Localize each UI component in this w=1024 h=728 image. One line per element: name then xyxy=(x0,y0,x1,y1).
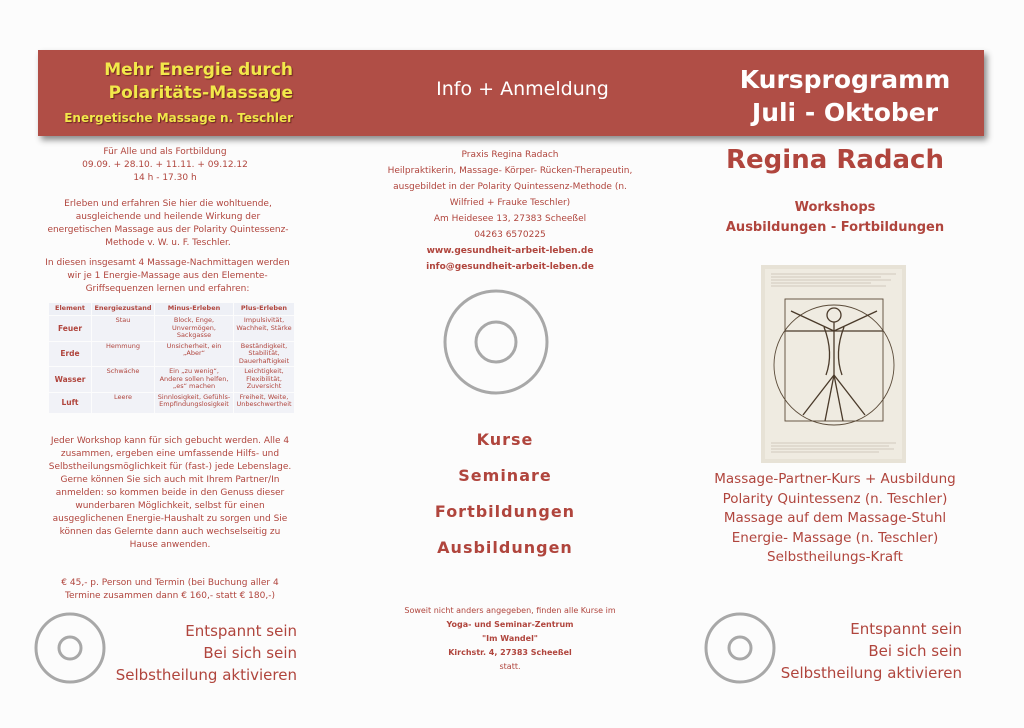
time-line: 14 h - 17.30 h xyxy=(133,173,197,183)
element-cell: Feuer xyxy=(49,316,91,341)
course-list xyxy=(690,470,980,568)
circle-logo-icon xyxy=(32,610,108,686)
banner-right-title xyxy=(700,63,990,129)
venue-line: Yoga- und Seminar-Zentrum xyxy=(446,620,574,629)
table-row xyxy=(49,316,294,341)
minus-cell: Sinnlosigkeit, Gefühls-Empfindungslosigkeit xyxy=(155,393,233,413)
price-line: € 45,- p. Person und Termin (bei Buchung aller 4 xyxy=(61,578,279,588)
venue-line: Kirchstr. 4, 27383 Scheeßel xyxy=(448,648,572,657)
elements-table xyxy=(48,302,295,414)
column-header: Element xyxy=(49,303,91,315)
contact-line: ausgebildet in der Polarity Quintessenz-Methode (n. xyxy=(393,182,627,192)
booking-line: können das Gelernte dann auch wechselseitig zu xyxy=(59,527,281,537)
elements-intro-line: Griffsequenzen lernen und erfahren: xyxy=(85,284,250,294)
right-slogan xyxy=(770,618,962,684)
subtitle-line: Ausbildungen - Fortbildungen xyxy=(725,220,945,235)
booking-line: Selbstheilungsmöglichkeit für (fast-) jede Lebenslage. xyxy=(48,462,292,472)
dates-line: 09.09. + 28.10. + 11.11. + 09.12.12 xyxy=(82,160,248,170)
course-item: Selbstheilungs-Kraft xyxy=(767,549,903,565)
price-line: Termine zusammen dann € 160,- statt € 180,-) xyxy=(65,591,275,601)
slogan-line: Bei sich sein xyxy=(203,644,297,662)
element-cell: Luft xyxy=(49,393,91,413)
column-header: Plus-Erleben xyxy=(234,303,294,315)
slogan-line: Bei sich sein xyxy=(868,642,962,660)
booking-line: Hause anwenden. xyxy=(129,540,211,550)
banner-right-line1: Kursprogramm xyxy=(739,65,951,94)
plus-cell: Freiheit, Weite, Unbeschwertheit xyxy=(234,393,294,413)
state-cell: Stau xyxy=(92,316,154,341)
author-name: Regina Radach xyxy=(726,145,944,175)
slogan-line: Selbstheilung aktivieren xyxy=(780,664,962,682)
elements-intro-line: wir je 1 Energie-Massage aus den Elemente- xyxy=(67,271,268,281)
element-cell: Erde xyxy=(49,342,91,367)
course-item: Massage-Partner-Kurs + Ausbildung xyxy=(714,471,956,487)
banner-left-line2: Polaritäts-Massage xyxy=(108,83,293,103)
slogan-line: Selbstheilung aktivieren xyxy=(115,666,297,684)
plus-cell: Impulsivität, Wachheit, Stärke xyxy=(234,316,294,341)
state-cell: Hemmung xyxy=(92,342,154,367)
price-info xyxy=(30,577,310,603)
subtitle-line: Workshops xyxy=(794,200,876,215)
offering-trainings: Fortbildungen xyxy=(434,502,576,521)
venue-intro: Soweit nicht anders angegeben, finden alle Kurse im xyxy=(404,606,616,615)
contact-line: Praxis Regina Radach xyxy=(461,150,559,160)
desc-line: energetischen Massage aus der Polarity Quintessenz- xyxy=(47,225,289,235)
column-header: Energiezustand xyxy=(92,303,154,315)
workshop-dates xyxy=(40,146,290,185)
venue-line: "Im Wandel" xyxy=(482,634,538,643)
table-row xyxy=(49,342,294,367)
course-item: Energie- Massage (n. Teschler) xyxy=(731,529,939,546)
banner-right-line2: Juli - Oktober xyxy=(751,98,939,127)
column-header: Minus-Erleben xyxy=(155,303,233,315)
workshop-description xyxy=(38,198,298,250)
desc-line: Methode v. W. u. F. Teschler. xyxy=(105,238,231,248)
elements-table-wrapper xyxy=(48,302,295,414)
course-item: Polarity Quintessenz (n. Teschler) xyxy=(722,490,948,507)
booking-line: ausgeglichenen Energie-Haushalt zu sorgen und Sie xyxy=(52,514,288,524)
booking-line: anmelden: so kommen beide in den Genuss dieser xyxy=(55,488,285,498)
table-row xyxy=(49,393,294,413)
table-header-row xyxy=(49,303,294,315)
venue-outro: statt. xyxy=(499,662,521,671)
desc-line: Erleben und erfahren Sie hier die wohltuende, xyxy=(64,199,272,209)
elements-intro xyxy=(30,257,305,296)
vitruvian-man-image xyxy=(761,265,906,463)
minus-cell: Unsicherheit, ein „Aber“ xyxy=(155,342,233,367)
elements-intro-line: In diesen insgesamt 4 Massage-Nachmittagen werden xyxy=(45,258,290,268)
phone-line: 04263 6570225 xyxy=(474,230,546,240)
contact-line: Wilfried + Frauke Teschler) xyxy=(449,198,571,208)
minus-cell: Ein „zu wenig“, Andere sollen helfen, „es“ machen xyxy=(155,367,233,392)
circle-logo-icon xyxy=(441,287,551,397)
plus-cell: Beständigkeit, Stabilität, Dauerhaftigkeit xyxy=(234,342,294,367)
offering-educations: Ausbildungen xyxy=(437,538,573,557)
left-slogan xyxy=(100,620,297,686)
banner-left-subtitle: Energetische Massage n. Teschler xyxy=(64,111,293,125)
booking-line: Gerne können Sie sich auch mit Ihrem Partner/In xyxy=(60,475,280,485)
venue-info xyxy=(360,604,660,674)
offerings-list xyxy=(380,430,630,574)
state-cell: Leere xyxy=(92,393,154,413)
contact-line: Heilpraktikerin, Massage- Körper- Rücken-Therapeutin, xyxy=(387,166,633,176)
course-item: Massage auf dem Massage-Stuhl xyxy=(723,510,947,526)
slogan-line: Entspannt sein xyxy=(185,622,297,640)
slogan-line: Entspannt sein xyxy=(850,620,962,638)
banner-left-line1: Mehr Energie durch xyxy=(104,60,293,80)
table-row xyxy=(49,367,294,392)
website-link[interactable]: www.gesundheit-arbeit-leben.de xyxy=(426,246,594,256)
state-cell: Schwäche xyxy=(92,367,154,392)
right-subtitle xyxy=(700,198,970,238)
circle-logo-icon xyxy=(702,610,778,686)
offering-seminars: Seminare xyxy=(458,466,552,485)
booking-info xyxy=(30,435,310,552)
element-cell: Wasser xyxy=(49,367,91,392)
plus-cell: Leichtigkeit, Flexibilität, Zuversicht xyxy=(234,367,294,392)
banner-middle-title: Info + Anmeldung xyxy=(436,78,609,100)
address-line: Am Heidesee 13, 27383 Scheeßel xyxy=(433,214,587,224)
booking-line: zusammen, ergeben eine umfassende Hilfs- und xyxy=(60,449,280,459)
banner-left-title xyxy=(40,59,293,105)
intro-line: Für Alle und als Fortbildung xyxy=(103,147,227,157)
minus-cell: Block, Enge, Unvermögen, Sackgasse xyxy=(155,316,233,341)
offering-courses: Kurse xyxy=(476,430,534,449)
booking-line: Jeder Workshop kann für sich gebucht werden. Alle 4 xyxy=(50,436,290,446)
email-link[interactable]: info@gesundheit-arbeit-leben.de xyxy=(426,262,594,272)
contact-info xyxy=(360,147,660,275)
booking-line: wunderbaren Möglichkeit, selbst für einen xyxy=(75,501,265,511)
desc-line: ausgleichende und heilende Wirkung der xyxy=(75,212,261,222)
